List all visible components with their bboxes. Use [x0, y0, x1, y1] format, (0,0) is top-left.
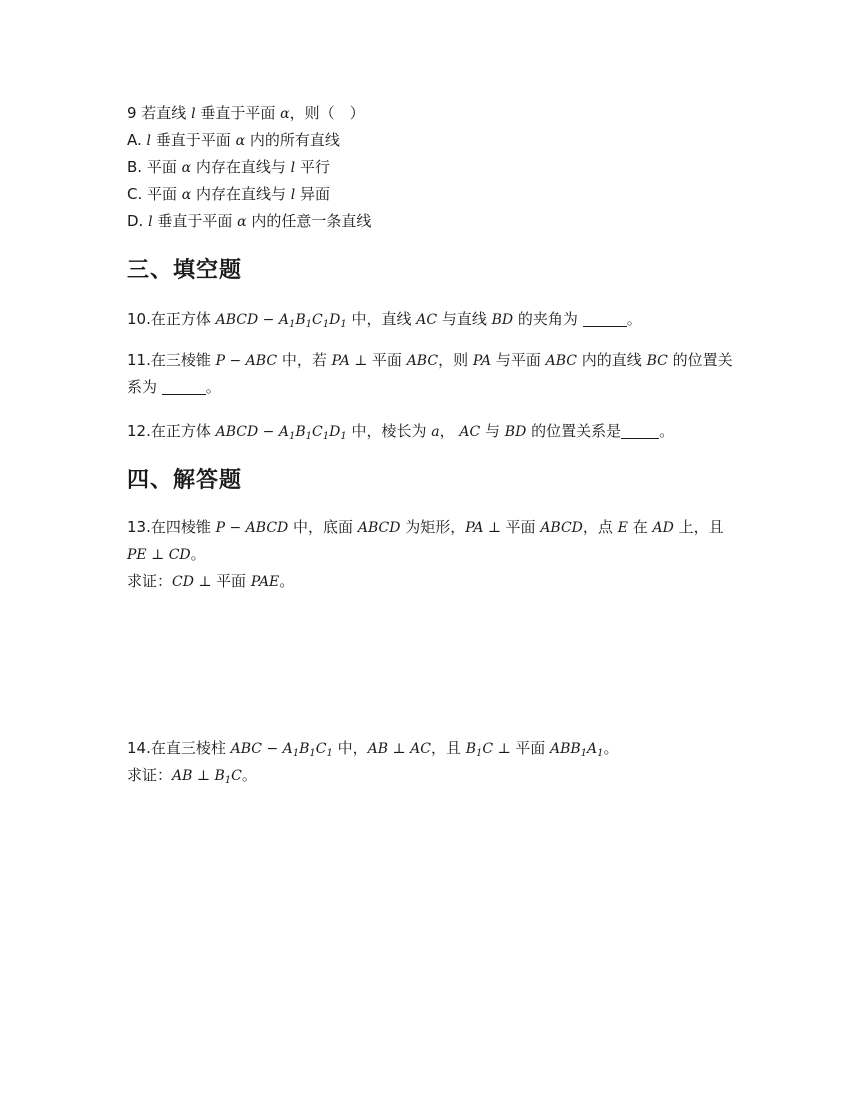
- option-a: [127, 127, 371, 154]
- q12-text: 。: [659, 422, 675, 440]
- q13-text: ，点: [582, 518, 618, 536]
- q11-line-1: [127, 347, 733, 374]
- question-10: [127, 306, 642, 333]
- answer-blank[interactable]: [162, 378, 206, 395]
- q11-text: 与平面: [491, 351, 546, 369]
- q12-text: ，: [439, 422, 460, 440]
- option-a-text: 垂直于平面: [151, 131, 236, 149]
- option-c-alpha: α: [181, 187, 192, 203]
- option-c-l: l: [290, 187, 296, 203]
- option-b-alpha: α: [181, 160, 192, 176]
- q13-text: 平面: [505, 518, 541, 536]
- q9-alpha: α: [280, 106, 290, 122]
- q11-text: 的位置关: [667, 351, 733, 369]
- q14-proof: [127, 762, 619, 789]
- q10-text: 10.在正方体: [127, 310, 216, 328]
- q14-text: 14.在直三棱柱: [127, 739, 231, 757]
- q14-text: 中，: [332, 739, 368, 757]
- q9-text: 9 若直线: [127, 104, 192, 122]
- option-d-alpha: α: [237, 214, 247, 230]
- q10-bd: BD: [491, 312, 514, 328]
- option-b-text: 内存在直线与: [191, 158, 291, 176]
- option-b-text: B. 平面: [127, 158, 182, 176]
- q11-text: 系为: [127, 378, 162, 396]
- q14-line-1: [127, 735, 619, 762]
- q12-text: 中，棱长为: [346, 422, 432, 440]
- q10-text: 中，直线: [346, 310, 417, 328]
- q14-text: 平面: [515, 739, 550, 757]
- section-heading-answer: 四、解答题: [127, 468, 243, 493]
- q13-proof: [127, 568, 724, 595]
- q13-text: 上，且: [673, 518, 724, 536]
- q14-text: 求证：: [127, 766, 173, 784]
- q13-cd: CD ⊥: [172, 574, 217, 590]
- q13-abcd: ABCD: [540, 520, 583, 536]
- q11-abc: ABC: [406, 353, 439, 369]
- question-9: [127, 100, 371, 235]
- q11-text: 平面: [371, 351, 407, 369]
- q11-abc: ABC: [545, 353, 578, 369]
- option-a-text: A.: [127, 131, 147, 149]
- q12-text: 与: [480, 422, 505, 440]
- q14-text: 。: [603, 739, 619, 757]
- option-a-text: 内的所有直线: [245, 131, 340, 149]
- q11-text: 中，若: [277, 351, 332, 369]
- q12-a: a: [431, 424, 440, 440]
- q12-text: 的位置关系是: [526, 422, 622, 440]
- q11-text: ，则: [438, 351, 473, 369]
- q13-abcd: ABCD: [357, 520, 401, 536]
- q11-pa2: PA: [472, 353, 492, 369]
- q13-text: 中，底面: [288, 518, 358, 536]
- option-b-text: 平行: [295, 158, 330, 176]
- q13-pa: PA ⊥: [465, 520, 506, 536]
- option-d-text: 内的任意一条直线: [246, 212, 372, 230]
- option-c-text: C. 平面: [127, 185, 182, 203]
- q11-text: 。: [205, 378, 221, 396]
- q14-abac: AB ⊥ AC: [367, 741, 431, 757]
- answer-blank[interactable]: [621, 422, 659, 439]
- q13-line-1: [127, 514, 724, 541]
- q10-text: 的夹角为: [513, 310, 583, 328]
- q11-bc: BC: [646, 353, 668, 369]
- option-c-text: 异面: [295, 185, 331, 203]
- q13-text: 在: [627, 518, 653, 536]
- q13-ad: AD: [652, 520, 674, 536]
- q14-ab-b1c: AB ⊥ $B_1C$: [172, 768, 242, 786]
- question-14: [127, 735, 619, 789]
- option-d-text: D.: [127, 212, 149, 230]
- q14-text: ，且: [430, 739, 466, 757]
- q13-e: E: [617, 520, 628, 536]
- q11-pabc: P − ABC: [215, 353, 278, 369]
- q12-text: 12.在正方体: [127, 422, 216, 440]
- q14-abb1a1: $ABB_1A_1$: [549, 741, 604, 759]
- option-a-l: l: [146, 133, 152, 149]
- option-b-l: l: [290, 160, 296, 176]
- q14-prism: ABC − $A_1B_1C_1$: [230, 741, 333, 759]
- q13-line-2: [127, 541, 724, 568]
- option-d: [127, 208, 371, 235]
- q10-text: 。: [626, 310, 642, 328]
- question-12: [127, 418, 674, 445]
- answer-blank[interactable]: [583, 310, 627, 327]
- q14-b1c: $B_1C$ ⊥: [465, 741, 516, 759]
- q9-l: l: [191, 106, 196, 122]
- q9-text: ，则（ ）: [289, 104, 365, 122]
- q13-text: 平面: [216, 572, 251, 590]
- q11-text: 内的直线: [577, 351, 647, 369]
- q13-text: 为矩形，: [400, 518, 466, 536]
- q11-line-2: [127, 374, 733, 400]
- q13-pecd: PE ⊥ CD: [127, 547, 191, 563]
- q12-ac: AC: [459, 424, 481, 440]
- q10-cube: ABCD − $A_1B_1C_1D_1$: [215, 312, 347, 330]
- q13-pabcd: P − ABCD: [215, 520, 289, 536]
- q12-bd: BD: [504, 424, 527, 440]
- option-b: [127, 154, 371, 181]
- question-13: [127, 514, 724, 595]
- q10-ac: AC: [416, 312, 438, 328]
- q9-text: 垂直于平面: [195, 104, 281, 122]
- q13-text: 13.在四棱锥: [127, 518, 216, 536]
- q11-text: 11.在三棱锥: [127, 351, 216, 369]
- option-d-l: l: [148, 214, 153, 230]
- option-c-text: 内存在直线与: [191, 185, 291, 203]
- section-heading-fill-in: 三、填空题: [127, 258, 243, 283]
- q11-pa: PA ⊥: [331, 353, 372, 369]
- option-d-text: 垂直于平面: [152, 212, 238, 230]
- q13-text: 求证：: [127, 572, 173, 590]
- q10-text: 与直线: [437, 310, 492, 328]
- q13-text: 。: [279, 572, 295, 590]
- q14-text: 。: [241, 766, 257, 784]
- q13-pae: PAE: [250, 574, 280, 590]
- question-9-stem: [127, 100, 371, 127]
- option-c: [127, 181, 371, 208]
- question-11: [127, 347, 733, 400]
- q12-cube: ABCD − $A_1B_1C_1D_1$: [215, 424, 347, 442]
- q13-text: 。: [190, 545, 206, 563]
- option-a-alpha: α: [235, 133, 246, 149]
